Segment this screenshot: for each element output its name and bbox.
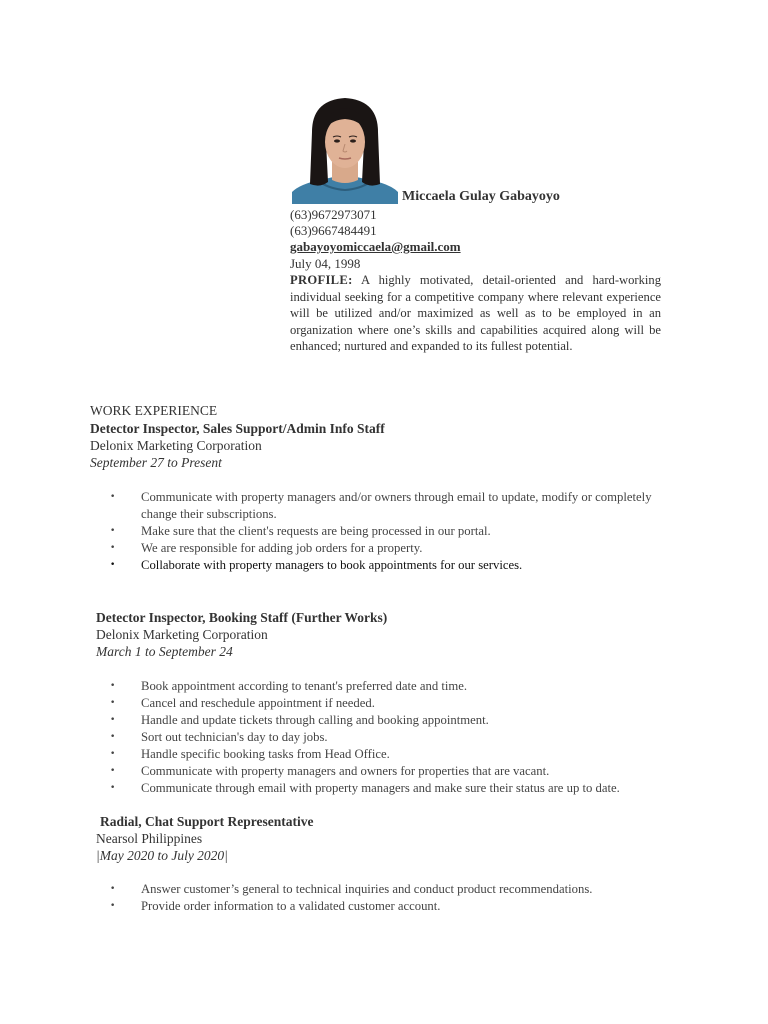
job-title-1: Detector Inspector, Sales Support/Admin Info Staff — [90, 421, 385, 436]
bullet-icon: • — [110, 783, 116, 793]
job-dates-2: March 1 to September 24 — [96, 644, 233, 659]
list-item: • Collaborate with property managers to book appointments for our services. — [110, 558, 523, 572]
list-item: • Book appointment according to tenant's preferred date and time. — [110, 679, 468, 693]
bullet-icon: • — [110, 681, 116, 691]
birthdate: July 04, 1998 — [290, 256, 361, 271]
bullet-icon: • — [110, 715, 116, 725]
bullet-icon: • — [110, 543, 116, 553]
list-item: • Sort out technician's day to day jobs. — [110, 730, 328, 744]
list-item: • Handle specific booking tasks from Head Office. — [110, 747, 390, 761]
bullet-icon: • — [110, 560, 116, 570]
profile-text: A highly motivated, detail-oriented and hard-working individual seeking for a competitive company where relevant experience will be utilized and/or maximized as well as to be employed in an organization where one’s skills and capabilities acquired along will be enhanced; nurtured and expanded to its fullest potential. — [290, 273, 661, 353]
bullet-icon: • — [110, 901, 116, 911]
job-company-2: Delonix Marketing Corporation — [96, 627, 268, 642]
list-item: • Provide order information to a validated customer account. — [110, 899, 441, 913]
list-item: • Communicate with property managers and/or owners through email to update, modify or completely change their subscriptions. — [110, 490, 652, 521]
list-item: • Communicate with property managers and owners for properties that are vacant. — [110, 764, 550, 778]
list-item: • Make sure that the client's requests are being processed in our portal. — [110, 524, 491, 538]
profile-photo — [290, 92, 400, 204]
list-item: • We are responsible for adding job orders for a property. — [110, 541, 423, 555]
job-dates-3: |May 2020 to July 2020| — [96, 848, 228, 863]
bullet-icon: • — [110, 698, 116, 708]
bullet-icon: • — [110, 749, 116, 759]
list-item: • Answer customer’s general to technical inquiries and conduct product recommendations. — [110, 882, 593, 896]
candidate-name: Miccaela Gulay Gabayoyo — [402, 189, 560, 204]
job-title-2: Detector Inspector, Booking Staff (Further Works) — [96, 610, 388, 625]
email-link[interactable]: gabayoyomiccaela@gmail.com — [290, 239, 461, 254]
job-company-1: Delonix Marketing Corporation — [90, 438, 262, 453]
work-experience-heading: WORK EXPERIENCE — [90, 403, 218, 418]
job-bullets-2 — [110, 678, 670, 797]
bullet-icon: • — [110, 492, 116, 502]
list-item: • Handle and update tickets through calling and booking appointment. — [110, 713, 489, 727]
bullet-icon: • — [110, 732, 116, 742]
job-bullets-1 — [110, 489, 670, 574]
bullet-icon: • — [110, 884, 116, 894]
list-item: • Communicate through email with property managers and make sure their status are up to date. — [110, 781, 620, 795]
job-company-3: Nearsol Philippines — [96, 831, 203, 846]
phone-number-1: (63)9672973071 — [290, 207, 377, 222]
bullet-icon: • — [110, 526, 116, 536]
bullet-icon: • — [110, 766, 116, 776]
job-dates-1: September 27 to Present — [90, 455, 222, 470]
phone-number-2: (63)9667484491 — [290, 223, 377, 238]
profile-summary — [290, 272, 661, 355]
profile-label: PROFILE: — [290, 273, 353, 287]
list-item: • Cancel and reschedule appointment if needed. — [110, 696, 375, 710]
job-title-3: Radial, Chat Support Representative — [100, 814, 314, 829]
job-bullets-3 — [110, 881, 670, 915]
